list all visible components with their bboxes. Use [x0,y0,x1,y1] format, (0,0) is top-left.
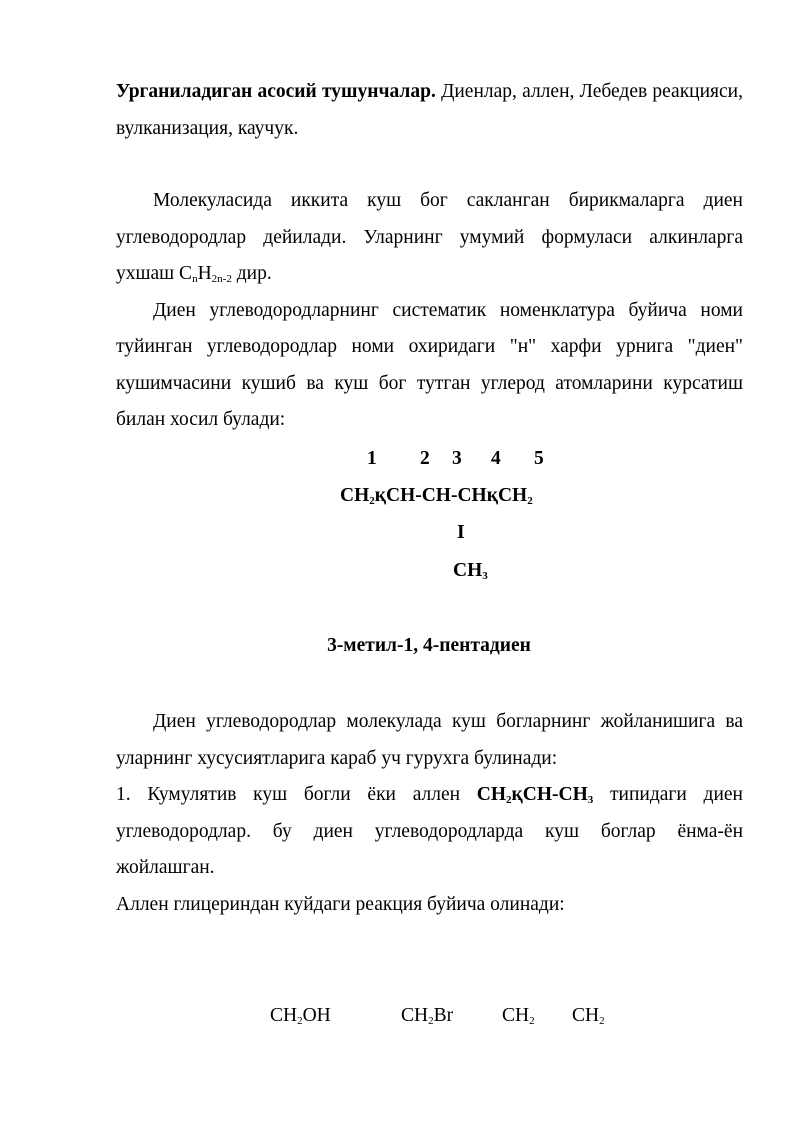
cumulative-item [116,777,743,887]
nomenclature-paragraph: Диен углеводородларнинг систематик номенклатура буйича номи туйинган углеводородлар номи охиридаги "н" харфи урнига "диен" кушимчасини кушиб ва куш бог тутган углерод атомларини курсатиш билан хосил булади: [116,299,743,430]
r1-sub: 2 [297,1015,303,1027]
allene-mid: қCH-CH [511,784,588,805]
atom-number-3: 3 [452,448,462,469]
methyl-ch: CH [453,560,483,581]
atom-number-4: 4 [491,448,501,469]
intro-paragraph [116,74,743,147]
r1: CH [270,1005,298,1026]
definition-end: дир. [231,263,272,284]
bond-line: I [457,522,465,543]
subscript-2n: 2n-2 [211,273,232,285]
reaction-ch2-a [502,1005,535,1027]
formula-sub: 2 [527,495,533,507]
reaction-ch2br [401,1005,453,1027]
structural-formula [340,485,533,507]
intro-text: Диенлар, аллен, Лебедев реакцияси, вулканизация, каучук. [116,81,743,139]
item-text: 1. Кумулятив куш богли ёки аллен [116,784,477,805]
r2-end: Br [433,1005,454,1026]
methyl-group [453,560,488,582]
intro-title: Урганиладиган асосий тушунчалар. [116,81,436,102]
compound-name: 3-метил-1, 4-пентадиен [327,635,531,656]
item-text-end: типидаги диен углеводородлар. бу диен углеводородларда куш боглар ёнма-ён жойлашган. [116,784,743,878]
r4: CH [572,1005,600,1026]
r3-sub: 2 [529,1015,535,1027]
r2: CH [401,1005,429,1026]
formula-middle: қCH-CH-CHқ [374,485,498,506]
allene-preparation: Аллен глицериндан куйдаги реакция буйича олинади: [116,893,565,915]
document-page [116,74,743,439]
r4-sub: 2 [599,1015,605,1027]
formula-ch2-right: CH [497,485,528,506]
reaction-ch2oh [270,1005,331,1027]
allene-ch: CH [476,784,507,805]
formula-ch2-left: CH [340,485,370,506]
methyl-sub: 3 [482,570,488,582]
r2-sub: 2 [428,1015,434,1027]
formula-h: H [197,263,212,284]
definition-text: Молекуласида иккита куш бог сакланган бирикмаларга диен углеводородлар дейилади. Уларнинг умумий формуласи алкинларга ухшаш C [116,190,743,284]
atom-number-1: 1 [367,448,377,469]
r1-end: OH [302,1005,331,1026]
allene-sub3: 3 [587,794,594,806]
atom-number-5: 5 [534,448,544,469]
allene-formula [477,784,593,805]
atom-number-2: 2 [420,448,430,469]
allene-sub: 2 [506,794,512,806]
classification-paragraph: Диен углеводородлар молекулада куш богларнинг жойланишига ва уларнинг хусусиятларига караб уч гурухга булинади: [116,711,743,769]
subscript-n: n [192,273,198,285]
classification-section [116,704,743,923]
definition-paragraph [116,183,743,293]
formula-sub: 2 [369,495,375,507]
r3: CH [502,1005,530,1026]
reaction-ch2-b [572,1005,605,1027]
